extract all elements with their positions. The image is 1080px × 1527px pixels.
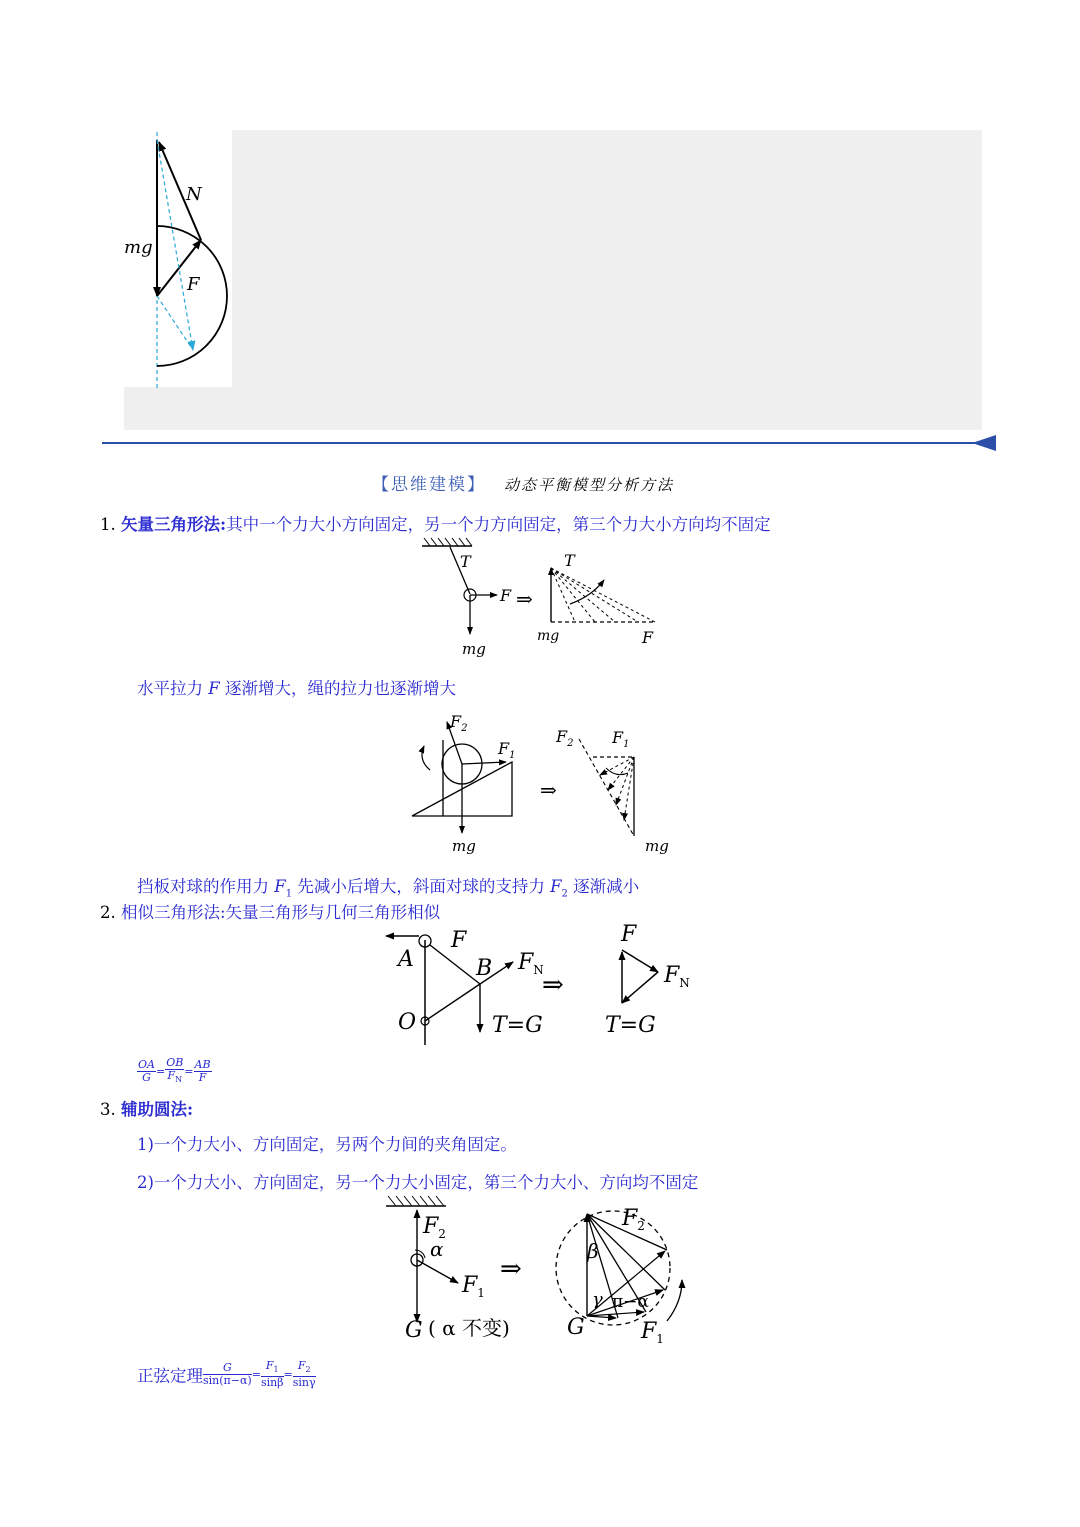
fig4-label-pi-alpha: π−α: [612, 1292, 649, 1312]
fig2-label-f2b: $F_2$: [556, 727, 574, 749]
ratio-num-1: OA: [138, 1058, 155, 1072]
ratio-den-2-sub: N: [175, 1075, 183, 1085]
law-den-2: sinβ: [260, 1376, 284, 1390]
fig2-label-f2: $F_2$: [450, 712, 468, 734]
note2-text-b: 先减小后增大，斜面对球的支持力: [297, 877, 545, 896]
fig2-label-mg: mg: [452, 837, 476, 855]
note2-var1-sub: 1: [285, 888, 293, 900]
fig1-label-t: T: [460, 552, 471, 571]
label-fn: $F_N$: [518, 950, 544, 977]
fig4-label-g: G: [405, 1318, 423, 1343]
fig4-label-f1r: $F_1$: [641, 1319, 664, 1346]
note2-var2: F: [550, 877, 562, 896]
s1-title: 矢量三角形法:: [121, 515, 227, 534]
fig1-label-f: F: [500, 586, 512, 605]
fig4-label-gamma: γ: [592, 1289, 603, 1310]
label-tg-right: T=G: [605, 1013, 656, 1038]
fig4-label-alpha: α: [430, 1237, 444, 1261]
fig4-label-f1: $F_1$: [462, 1273, 485, 1300]
label-o: O: [398, 1010, 417, 1035]
fig1-implies-arrow: ⇒: [516, 587, 533, 611]
s2-title: 相似三角形法:: [121, 903, 226, 922]
note2-var2-sub: 2: [561, 888, 568, 900]
label-tg: T=G: [492, 1013, 543, 1038]
law-num-3-sub: 2: [305, 1365, 311, 1375]
fig2-label-f1b: $F_1$: [612, 728, 630, 750]
law-den-1: sin(π−α): [203, 1374, 252, 1388]
law-eq-2: =: [283, 1368, 293, 1382]
sine-law: [137, 1360, 316, 1389]
note1-text-a: 水平拉力: [137, 679, 203, 698]
s1-number: 1.: [100, 515, 116, 534]
fig1-label-f2: F: [642, 628, 654, 647]
law-num-2: F: [265, 1359, 274, 1372]
s1-desc: 其中一个力大小方向固定，另一个力方向固定，第三个力大小方向均不固定: [226, 515, 771, 534]
heading-subtitle: 动态平衡模型分析方法: [504, 476, 675, 494]
fig1-label-mg: mg: [462, 640, 486, 658]
label-f: F: [187, 274, 200, 295]
law-eq-1: =: [251, 1368, 261, 1382]
label-a: A: [398, 947, 414, 972]
fig4-label-paren: ( α 不变): [428, 1316, 510, 1340]
law-den-3: sinγ: [292, 1376, 316, 1390]
fig2-label-mg2: mg: [645, 837, 669, 855]
ratio-eq-1: =: [155, 1065, 166, 1079]
note1-var: F: [208, 679, 220, 698]
label-f: F: [451, 928, 467, 953]
sine-law-label: 正弦定理: [137, 1366, 203, 1386]
fig1-label-mg2: mg: [537, 628, 560, 644]
s3-item2: 2)一个力大小、方向固定，另一个力大小固定，第三个力大小、方向均不固定: [137, 1173, 699, 1192]
s3-title: 辅助圆法:: [121, 1100, 194, 1119]
heading-title: 【思维建模】: [372, 475, 486, 495]
fig4-implies-arrow: ⇒: [500, 1254, 522, 1284]
fig4-label-gr: G: [567, 1315, 585, 1340]
s3-number: 3.: [100, 1100, 116, 1119]
fig4-label-f2r: $F_2$: [622, 1206, 645, 1233]
label-mg: mg: [124, 237, 153, 258]
ratio-num-3: AB: [194, 1058, 211, 1072]
ratio-den-1: G: [142, 1071, 151, 1085]
label-fn-right: $F_N$: [664, 963, 690, 990]
ratio-num-2: OB: [166, 1056, 184, 1069]
fig1-label-t2: T: [564, 551, 575, 570]
s2-number: 2.: [100, 903, 116, 922]
fig4-label-f2: $F_2$: [423, 1214, 446, 1241]
label-f-right: F: [621, 922, 637, 947]
note2-text-a: 挡板对球的作用力: [137, 877, 269, 896]
s2-desc: 矢量三角形与几何三角形相似: [225, 903, 441, 922]
ratio-eq-2: =: [184, 1065, 194, 1079]
law-num-2-sub: 1: [273, 1365, 279, 1375]
s3-item1: 1)一个力大小、方向固定，另两个力间的夹角固定。: [137, 1135, 517, 1154]
fig4-label-beta: β: [587, 1239, 599, 1263]
note1-text-b: 逐渐增大，绳的拉力也逐渐增大: [224, 679, 456, 698]
fig2-label-f1: $F_1$: [498, 739, 516, 761]
fig2-implies-arrow: ⇒: [540, 778, 557, 802]
ratio-den-2: F: [167, 1069, 176, 1082]
law-num-1: G: [203, 1362, 252, 1375]
note2-var1: F: [274, 877, 286, 896]
label-b: B: [476, 956, 493, 981]
law-num-3: F: [297, 1359, 306, 1372]
ratio-den-3: F: [198, 1071, 207, 1085]
note2-text-c: 逐渐减小: [573, 877, 640, 896]
fig3-implies-arrow: ⇒: [542, 970, 564, 1000]
label-n: N: [186, 184, 202, 205]
